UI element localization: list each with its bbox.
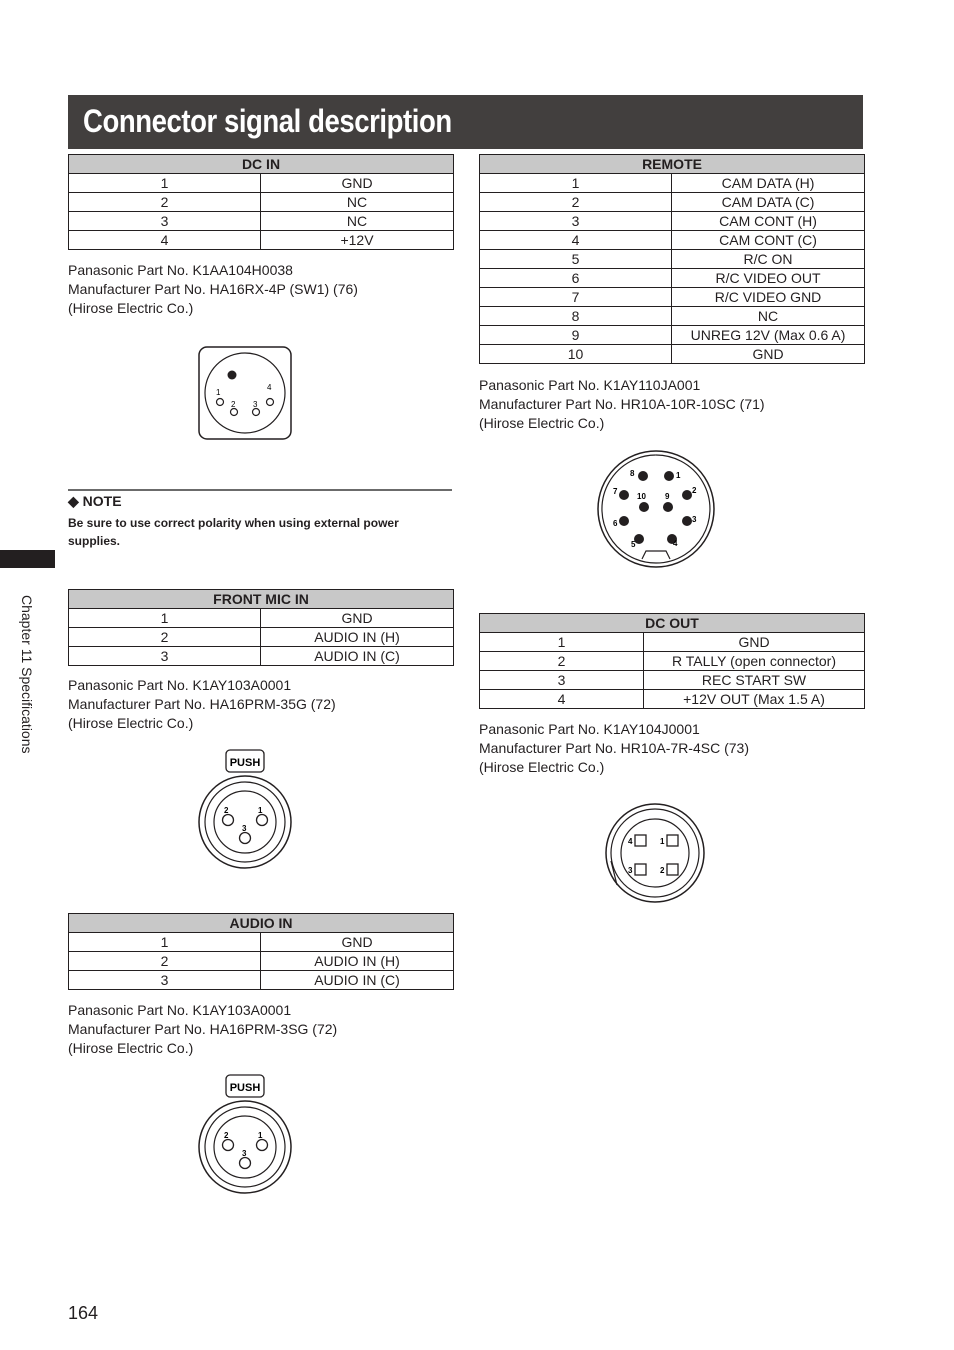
dc-out-table	[479, 613, 865, 709]
part-line: Manufacturer Part No. HR10A-7R-4SC (73)	[479, 740, 749, 756]
table-title: REMOTE	[480, 155, 865, 174]
table-row	[480, 326, 865, 345]
audio-in-table	[68, 913, 454, 990]
pin-number-cell: 3	[69, 647, 261, 666]
signal-name-cell: UNREG 12V (Max 0.6 A)	[672, 326, 865, 345]
table-row	[480, 269, 865, 288]
table-row	[69, 952, 454, 971]
dc-out-part-numbers	[479, 720, 749, 777]
dc-in-table	[68, 154, 454, 250]
part-line: Manufacturer Part No. HA16RX-4P (SW1) (76)	[68, 281, 358, 297]
table-row	[480, 652, 865, 671]
part-line: Panasonic Part No. K1AY110JA001	[479, 377, 701, 393]
part-line: Panasonic Part No. K1AY103A0001	[68, 1002, 292, 1018]
pin-number-cell: 1	[480, 174, 672, 193]
signal-name-cell: R/C VIDEO OUT	[672, 269, 865, 288]
pin-number-cell: 3	[69, 971, 261, 990]
pin-number-cell: 5	[480, 250, 672, 269]
pin-number-cell: 2	[69, 952, 261, 971]
signal-name-cell: AUDIO IN (C)	[261, 971, 454, 990]
table-row	[69, 193, 454, 212]
chapter-tab-marker	[0, 550, 55, 568]
pin-label: 2	[224, 806, 229, 815]
table-row	[480, 174, 865, 193]
signal-name-cell: NC	[261, 212, 454, 231]
pin-number-cell: 3	[480, 671, 644, 690]
pin-label: 3	[242, 824, 247, 833]
table-row	[69, 971, 454, 990]
signal-name-cell: REC START SW	[644, 671, 865, 690]
signal-name-cell: +12V OUT (Max 1.5 A)	[644, 690, 865, 709]
pin-number-cell: 2	[69, 193, 261, 212]
pin-label: 3	[242, 1149, 247, 1158]
pin-label: 4	[267, 383, 272, 392]
pin-label: 1	[676, 471, 681, 480]
part-line: Manufacturer Part No. HR10A-10R-10SC (71)	[479, 396, 765, 412]
pin-number-cell: 9	[480, 326, 672, 345]
pin-label: 9	[665, 492, 670, 501]
signal-name-cell: R TALLY (open connector)	[644, 652, 865, 671]
note-divider	[68, 489, 452, 491]
push-label: PUSH	[229, 757, 261, 769]
pin-label: 1	[258, 806, 263, 815]
table-row	[480, 345, 865, 364]
part-line: (Hirose Electric Co.)	[479, 759, 605, 775]
pin-label: 2	[660, 866, 665, 875]
table-row	[69, 933, 454, 952]
part-line: Panasonic Part No. K1AY104J0001	[479, 721, 700, 737]
table-row	[480, 250, 865, 269]
page-title-bar	[68, 95, 863, 149]
signal-name-cell: GND	[261, 609, 454, 628]
note-text: Be sure to use correct polarity when using external power supplies.	[68, 516, 399, 548]
signal-name-cell: AUDIO IN (C)	[261, 647, 454, 666]
part-line: (Hirose Electric Co.)	[68, 715, 194, 731]
table-title: AUDIO IN	[69, 914, 454, 933]
push-label: PUSH	[229, 1082, 261, 1094]
table-row	[69, 647, 454, 666]
part-line: Panasonic Part No. K1AA104H0038	[68, 262, 293, 278]
table-row	[480, 231, 865, 250]
table-title: DC IN	[69, 155, 454, 174]
pin-label: 3	[692, 515, 697, 524]
signal-name-cell: CAM DATA (H)	[672, 174, 865, 193]
pin-label: 10	[637, 492, 646, 501]
part-line: (Hirose Electric Co.)	[68, 1040, 194, 1056]
table-row	[69, 174, 454, 193]
signal-name-cell: GND	[261, 174, 454, 193]
pin-label: 3	[253, 400, 258, 409]
signal-name-cell: CAM DATA (C)	[672, 193, 865, 212]
pin-number-cell: 1	[69, 933, 261, 952]
part-line: (Hirose Electric Co.)	[479, 415, 605, 431]
part-line: Manufacturer Part No. HA16PRM-3SG (72)	[68, 1021, 338, 1037]
signal-name-cell: CAM CONT (C)	[672, 231, 865, 250]
pin-label: 1	[660, 837, 665, 846]
pin-number-cell: 8	[480, 307, 672, 326]
table-row	[69, 609, 454, 628]
note-heading: ◆ NOTE	[68, 493, 122, 509]
signal-name-cell: GND	[644, 633, 865, 652]
front-mic-in-part-numbers	[68, 676, 336, 733]
table-row	[480, 633, 865, 652]
table-row	[480, 288, 865, 307]
pin-number-cell: 4	[69, 231, 261, 250]
signal-name-cell: GND	[261, 933, 454, 952]
page-number: 164	[68, 1303, 99, 1323]
pin-label: 8	[630, 469, 635, 478]
pin-label: 2	[231, 400, 236, 409]
dc-in-part-numbers	[68, 261, 358, 318]
pin-number-cell: 10	[480, 345, 672, 364]
pin-number-cell: 1	[69, 174, 261, 193]
pin-number-cell: 2	[480, 193, 672, 212]
part-line: Panasonic Part No. K1AY103A0001	[68, 677, 292, 693]
remote-connector-diagram	[594, 447, 718, 571]
table-row	[480, 690, 865, 709]
dc-out-connector-diagram	[603, 801, 707, 905]
signal-name-cell: R/C ON	[672, 250, 865, 269]
signal-name-cell: GND	[672, 345, 865, 364]
audio-in-part-numbers	[68, 1001, 337, 1058]
pin-label: 5	[631, 540, 636, 549]
part-line: Manufacturer Part No. HA16PRM-35G (72)	[68, 696, 336, 712]
page-title: Connector signal description	[83, 103, 452, 139]
pin-number-cell: 6	[480, 269, 672, 288]
audio-in-connector-diagram	[197, 1073, 293, 1195]
signal-name-cell: AUDIO IN (H)	[261, 628, 454, 647]
pin-label: 1	[258, 1131, 263, 1140]
front-mic-in-table	[68, 589, 454, 666]
remote-table	[479, 154, 865, 364]
table-row	[69, 212, 454, 231]
signal-name-cell: CAM CONT (H)	[672, 212, 865, 231]
pin-label: 2	[692, 486, 697, 495]
table-row	[480, 212, 865, 231]
pin-number-cell: 2	[480, 652, 644, 671]
pin-number-cell: 1	[69, 609, 261, 628]
table-row	[69, 231, 454, 250]
signal-name-cell: NC	[672, 307, 865, 326]
pin-number-cell: 3	[480, 212, 672, 231]
signal-name-cell: NC	[261, 193, 454, 212]
pin-number-cell: 3	[69, 212, 261, 231]
table-row	[480, 193, 865, 212]
table-row	[480, 671, 865, 690]
pin-number-cell: 2	[69, 628, 261, 647]
table-title: DC OUT	[480, 614, 865, 633]
signal-name-cell: +12V	[261, 231, 454, 250]
pin-label: 4	[673, 539, 678, 548]
table-title: FRONT MIC IN	[69, 590, 454, 609]
part-line: (Hirose Electric Co.)	[68, 300, 194, 316]
pin-label: 7	[613, 487, 618, 496]
table-row	[69, 628, 454, 647]
pin-number-cell: 7	[480, 288, 672, 307]
signal-name-cell: AUDIO IN (H)	[261, 952, 454, 971]
remote-part-numbers	[479, 376, 765, 433]
pin-label: 1	[216, 388, 221, 397]
pin-number-cell: 1	[480, 633, 644, 652]
pin-label: 6	[613, 519, 618, 528]
signal-name-cell: R/C VIDEO GND	[672, 288, 865, 307]
table-row	[480, 307, 865, 326]
dc-in-connector-diagram	[198, 346, 293, 441]
front-mic-in-connector-diagram	[197, 748, 293, 870]
pin-number-cell: 4	[480, 690, 644, 709]
pin-number-cell: 4	[480, 231, 672, 250]
pin-label: 2	[224, 1131, 229, 1140]
pin-label: 3	[628, 866, 633, 875]
pin-label: 4	[628, 837, 633, 846]
chapter-side-label: Chapter 11 Specifications	[19, 595, 35, 754]
